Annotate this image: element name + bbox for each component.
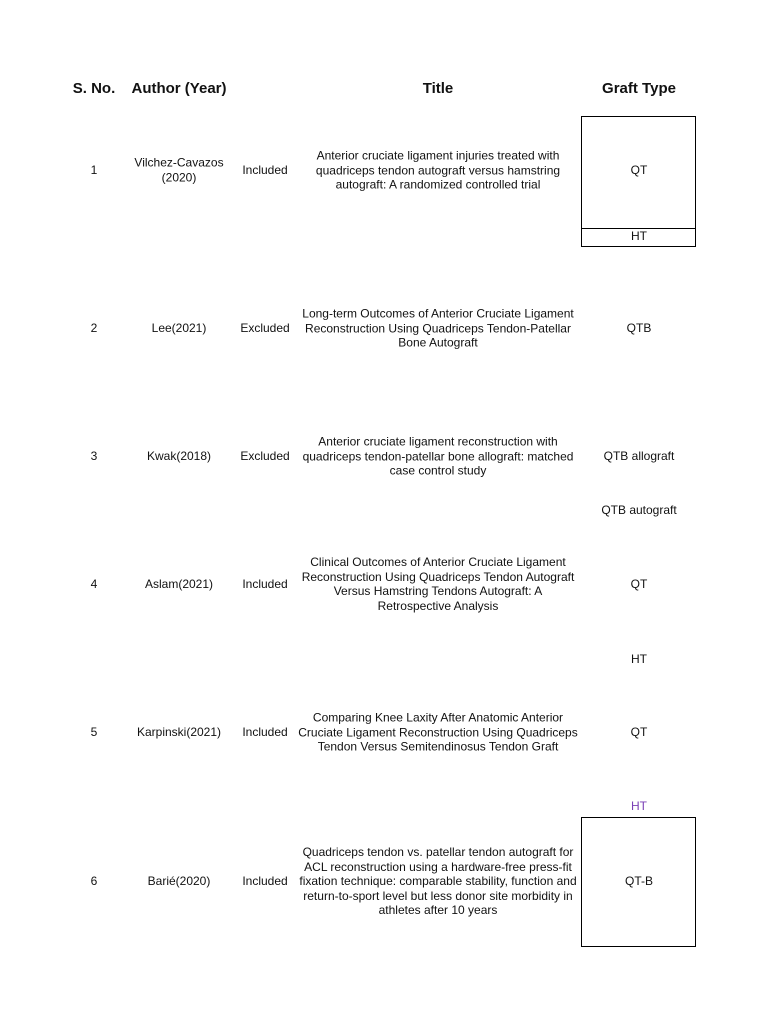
- row-6-author: Barié(2020): [147, 873, 211, 888]
- row-1-graft-2: HT: [631, 228, 647, 243]
- row-5-title: Comparing Knee Laxity After Anatomic Anterior Cruciate Ligament Reconstruction Using Quadriceps Tendon Versus Semitendinosus Tendon Graft: [298, 710, 578, 754]
- row-4-author: Aslam(2021): [144, 576, 214, 591]
- row-2-title: Long-term Outcomes of Anterior Cruciate Ligament Reconstruction Using Quadriceps Tendon-Patellar Bone Autograft: [302, 306, 574, 350]
- header-graft-type: Graft Type: [602, 80, 676, 97]
- row-3-graft-2: QTB autograft: [601, 502, 677, 517]
- row-1-title: Anterior cruciate ligament injuries treated with quadriceps tendon autograft versus hamstring autograft: A randomized controlled trial: [315, 148, 561, 192]
- row-1-graft-1: QT: [630, 162, 648, 177]
- row-3-graft-1: QTB allograft: [603, 448, 675, 463]
- header-title: Title: [422, 80, 454, 97]
- row-5-status: Included: [242, 724, 288, 739]
- header-sno: S. No.: [72, 80, 116, 97]
- row-2-status: Excluded: [240, 320, 290, 335]
- row-2-author: Lee(2021): [151, 320, 207, 335]
- row-1-sno: 1: [90, 162, 98, 177]
- row-6-status: Included: [242, 873, 288, 888]
- header-author: Author (Year): [131, 80, 227, 97]
- row-4-status: Included: [242, 576, 288, 591]
- row-6-sno: 6: [90, 873, 98, 888]
- row-6-title: Quadriceps tendon vs. patellar tendon autograft for ACL reconstruction using a hardware-free press-fit fixation technique: comparable stability, function and return-to-sport level but less donor site morbidity in athletes after 10 years: [299, 844, 577, 917]
- row-5-sno: 5: [90, 724, 98, 739]
- row-5-graft-2: HT: [631, 798, 647, 813]
- row-1-author: Vilchez-Cavazos (2020): [134, 155, 224, 184]
- row-3-status: Excluded: [240, 448, 290, 463]
- row-6-graft-1: QT-B: [624, 873, 653, 888]
- row-3-sno: 3: [90, 448, 98, 463]
- row-1-status: Included: [242, 162, 288, 177]
- row-3-author: Kwak(2018): [146, 448, 212, 463]
- row-2-sno: 2: [90, 320, 98, 335]
- row-2-graft-1: QTB: [626, 320, 652, 335]
- row-5-author: Karpinski(2021): [136, 724, 222, 739]
- row-4-sno: 4: [90, 576, 98, 591]
- row-4-graft-1: QT: [630, 576, 648, 591]
- row-5-graft-1: QT: [630, 724, 648, 739]
- row-3-title: Anterior cruciate ligament reconstruction with quadriceps tendon-patellar bone allograft: matched case control study: [302, 434, 574, 478]
- row-4-graft-2: HT: [631, 651, 647, 666]
- row-4-title: Clinical Outcomes of Anterior Cruciate Ligament Reconstruction Using Quadriceps Tendon Autograft Versus Hamstring Tendons Autograft: A Retrospective Analysis: [301, 555, 575, 613]
